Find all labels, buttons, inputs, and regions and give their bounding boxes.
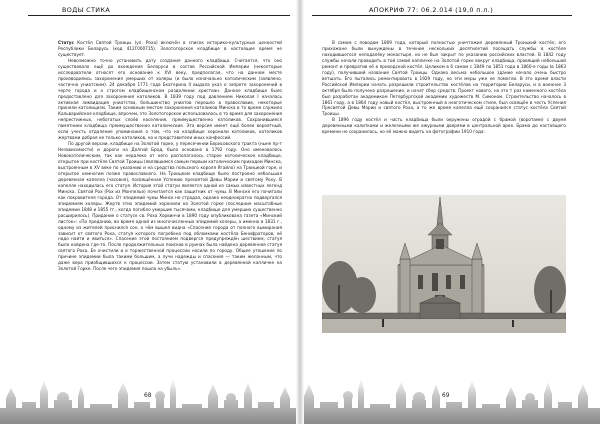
city-skyline-ornament-right bbox=[300, 378, 600, 424]
city-skyline-ornament bbox=[0, 378, 300, 424]
right-body-text bbox=[322, 40, 566, 135]
header-rule-right bbox=[312, 15, 572, 16]
right-page bbox=[300, 0, 600, 424]
paragraph-version: По другой версии, кладбище на Золотой горке, у пересечении Борисовского тракта (ныне пр-т Независимости) и дороги на Долгий Брод, было основано в 1792 году. Оно именовалось Новокатолическим, так как недалеко от него располагалось старое католическое кладбище, открытое при костёле Святой Троицы (являвшимся самым первым католическим приходом Минска, выстроенным в XV веке по указанию и на средства польского короля Ягайло) на Троицкой горе, и открытое немногим позже православного. На Троицком кладбище было построено небольшая деревянная капелла (часовня), посвящённая Успению пресвятой Девы Марии и святому Роху. В капелле находилась его статуя. История этой статуи является одной из самых известных легенд Минска. Святой Рох (Рох из Монпелье) почитается как защитник от чумы. В Минске его почитали как покровителя города. От эпидемий чумы Минск не страдал, однако неоднократно подвергался эпидемиям холеры. Жертв этих эпидемий хоронили на Золотой горке (последние масштабные эпидемии 1848 и 1855 гг., когда погибло умершие тысячами, кладбище для умерших существенно расширилось). Придание о статусе св. Роха Хорвинчи в 1890 году опубликована газета «Минский листок»: «По преданию, во время одной из многочисленных эпидемий холеры, а именно в 1831 г., одному из жителей приснился сон, о чём вышел видна «Спасение города от полного вымирания зависит от святого Роха, статуя которого погребена под обломками костёла Бенифраторов, её надо найти и явиться». Спасение этой постоянием подвергся предупреждён шествием, статуя была найдена где-то. После продолжительных поисков в руинах была найдена деревянная статуя святого Роха. Ее очистили и в торжественной процессии носили по городу. Общее утешение по причине эпидемии была такими большим, а лучи надежды и спасения — таким желанным, что даже вера приобщившихся к процессии. Затем статую установили в деревянной капличке на Золотой Горке. После чего эпидемия пошла на убыль». bbox=[58, 141, 282, 272]
paragraph-fence: В 1896 году костёл и часть кладбища были окружены оградой с брамой (воротами) с двумя деревянными калитками и железными же ажурными дверями в центральной арке. Брама до настоящего времени не сохранилась, но её можно видеть на фотографии 1910 года: bbox=[322, 117, 566, 135]
book-gutter bbox=[296, 0, 304, 424]
running-header-right: АПОКРИФ 77: 06.2.014 (19,0 п.л.) bbox=[369, 6, 494, 14]
header-rule-left bbox=[28, 15, 290, 16]
running-header-left: ВОДЫ СТИКА bbox=[62, 6, 111, 14]
paragraph-fire: В самом с поводом 1809 года, который полностью уничтожил деревянный Троицкий костёл, его прихожане были вынуждены в течение нескольких десятилетий посещать службы в костёле находившегося неподалёку монастыря, но не был закрыт по указанию российских властей. В 1842 году службы начали проводить в той самой капличке на Золотой горке вокруг кладбища, правящий небольшой ремонт и превратив её в приходской костёл. Целиком в 6 самом с 1849 по 1851 года в 1860-е годы (в 1863 году), получивший название Святой Троицы. Однако весьма небольшое здание начало очень быстро ветшать. Его пытались ремонтировать в 1929 году, но эти меры уже не помогли. В это время власти Российской Империи начать разрешили строительство костёлов на территории Беларуси, и в военное 3 октября было получено разрешение, и начат сбор средств. Проект нового, но это т раз каменного костёла был разработан академиком Петербургской академии художеств М. Симоном. Строительство началось в 1861 году, а в 1864 году новый костёл, выстроенный в неоготическом стиле, был освящён в честь Успения Пресвятой Девы Марии и святого Роха, а то же время капелла ещё сохранился статус костёла Святой Троицы. bbox=[322, 40, 566, 117]
paragraph-history: Невозможно точно установить дату создания данного кладбища. Считается, что оно существовало ещё до вхождения Беларуси в состав Российской Империи (неколторые исследователи относят его основание к XVI веку, предполагая, что на данном месте производились захоронения умерших от холеры (и было изначально католическим (заявлено, частично униатским). 24 декабря 1771 года Екатерина II выдала указ о запрете захоронений в черте города и о строгом кладбищенском разделении христиан. Данное кладбище было предоставлено для захоронения католиков. В 1839 году под давлением Николая I началась активная ликвидация униатства, большинство униатов перешло в православие, некоторые приняли католицизм. Таким основным местом захоронения католиков Минска в то время служило Кальварийское кладбище, впрочем, это Золотогорское использовалось в то время для захоронения непрестижных, небогатых слоёв населения, преимущественно католиков. Сохранившиеся памятники кладбища преимущественно католические. Эта версия имеет ещё более вероятный, если учесть отдаление упоминания о том, что на кладбище хоронили католиков, католиков жертвами добрая не только католиков, но и представители иных конфессий. bbox=[58, 57, 282, 141]
status-lead: Статус bbox=[58, 40, 74, 45]
page-number-right: 69 bbox=[442, 393, 450, 399]
page-number-left: 68 bbox=[144, 393, 152, 399]
paragraph-status bbox=[58, 40, 282, 58]
church-photograph bbox=[322, 195, 566, 333]
status-text: Костёл Святой Троицы (ул. Роха) включён в список историко-культурных ценностей Республики Беларусь (код 412Г000715). Золотогорское кладбище в настоящее время не существует. bbox=[58, 40, 282, 57]
left-body-text bbox=[58, 40, 282, 272]
